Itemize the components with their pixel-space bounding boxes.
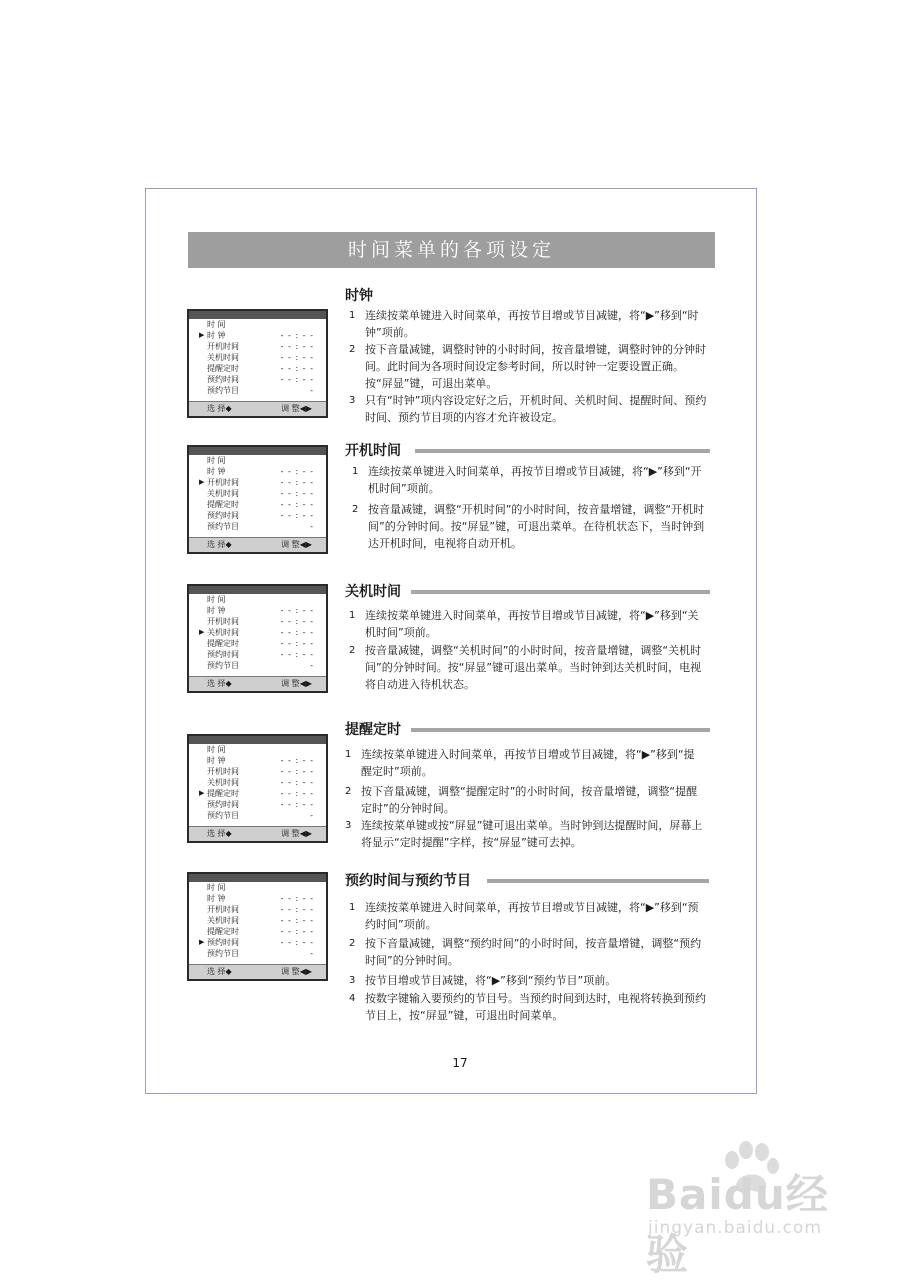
section-title-reminder: 提醒定时 bbox=[345, 722, 401, 738]
menu-row: 开机时间 - - : - - bbox=[207, 617, 314, 626]
page-title: 时间菜单的各项设定 bbox=[188, 232, 715, 268]
menu-footer: 选 择◆ 调 整◀▶ bbox=[207, 967, 312, 976]
menu-row: 时 钟 - - : - - bbox=[207, 467, 314, 476]
menu-footer: 选 择◆ 调 整◀▶ bbox=[207, 540, 312, 549]
leftright-icon: ◀▶ bbox=[299, 540, 312, 549]
menu-illustration-scheduled bbox=[187, 872, 328, 981]
menu-row: 提醒定时 - - : - - bbox=[207, 500, 314, 509]
menu-row: 提醒定时 - - : - - bbox=[207, 639, 314, 648]
section-divider bbox=[411, 728, 710, 732]
menu-top-bar bbox=[189, 311, 326, 319]
menu-row: 预约时间 - - : - - bbox=[207, 375, 314, 384]
updown-icon: ◆ bbox=[225, 404, 232, 413]
menu-footer: 选 择◆ 调 整◀▶ bbox=[207, 679, 312, 688]
menu-row: 预约时间 - - : - - bbox=[207, 511, 314, 520]
menu-row: 关机时间 - - : - - bbox=[207, 916, 314, 925]
menu-illustration-clock bbox=[187, 309, 328, 418]
updown-icon: ◆ bbox=[225, 540, 232, 549]
menu-row: 提醒定时 - - : - - bbox=[207, 927, 314, 936]
section-divider bbox=[415, 449, 710, 453]
section-title-scheduled: 预约时间与预约节目 bbox=[345, 873, 471, 889]
menu-row: 提醒定时 - - : - - bbox=[207, 364, 314, 373]
menu-row: ▶ 预约时间 - - : - - bbox=[199, 938, 314, 947]
watermark-url: jingyan.baidu.com bbox=[648, 1218, 822, 1238]
updown-icon: ◆ bbox=[225, 967, 232, 976]
menu-row: ▶ 开机时间 - - : - - bbox=[199, 478, 314, 487]
section-title-clock: 时钟 bbox=[345, 288, 373, 304]
menu-row: 预约节目 - bbox=[207, 522, 314, 531]
leftright-icon: ◀▶ bbox=[299, 679, 312, 688]
selection-arrow-icon: ▶ bbox=[199, 789, 205, 797]
menu-footer: 选 择◆ 调 整◀▶ bbox=[207, 404, 312, 413]
section-divider bbox=[487, 879, 709, 883]
section-title-power-on: 开机时间 bbox=[345, 443, 401, 459]
menu-top-bar bbox=[189, 736, 326, 744]
menu-row: ▶ 时 钟 - - : - - bbox=[199, 331, 314, 340]
watermark-brand: Baidu经验 bbox=[646, 1170, 829, 1279]
section-divider bbox=[411, 590, 710, 594]
selection-arrow-icon: ▶ bbox=[199, 938, 205, 946]
menu-header-row: 时 间 bbox=[207, 883, 226, 892]
menu-row: 预约时间 - - : - - bbox=[207, 800, 314, 809]
menu-row: 关机时间 - - : - - bbox=[207, 489, 314, 498]
menu-row: 预约节目 - bbox=[207, 949, 314, 958]
menu-footer: 选 择◆ 调 整◀▶ bbox=[207, 829, 312, 838]
selection-arrow-icon: ▶ bbox=[199, 628, 205, 636]
updown-icon: ◆ bbox=[225, 679, 232, 688]
menu-row: 预约时间 - - : - - bbox=[207, 650, 314, 659]
section-title-power-off: 关机时间 bbox=[345, 584, 401, 600]
menu-row: ▶ 关机时间 - - : - - bbox=[199, 628, 314, 637]
menu-header-row: 时 间 bbox=[207, 595, 226, 604]
menu-row: 预约节目 - bbox=[207, 386, 314, 395]
baidu-watermark bbox=[640, 1140, 870, 1279]
menu-illustration-power-on bbox=[187, 445, 328, 554]
menu-header-row: 时 间 bbox=[207, 456, 226, 465]
selection-arrow-icon: ▶ bbox=[199, 478, 205, 486]
page-number: 17 bbox=[452, 1056, 468, 1070]
menu-row: 时 钟 - - : - - bbox=[207, 606, 314, 615]
menu-illustration-reminder bbox=[187, 734, 328, 843]
menu-header-row: 时 间 bbox=[207, 320, 226, 329]
menu-row: ▶ 提醒定时 - - : - - bbox=[199, 789, 314, 798]
leftright-icon: ◀▶ bbox=[299, 404, 312, 413]
menu-row: 开机时间 - - : - - bbox=[207, 767, 314, 776]
menu-row: 时 钟 - - : - - bbox=[207, 894, 314, 903]
menu-top-bar bbox=[189, 874, 326, 882]
menu-row: 关机时间 - - : - - bbox=[207, 353, 314, 362]
selection-arrow-icon: ▶ bbox=[199, 331, 205, 339]
leftright-icon: ◀▶ bbox=[299, 967, 312, 976]
menu-illustration-power-off bbox=[187, 584, 328, 693]
menu-header-row: 时 间 bbox=[207, 745, 226, 754]
menu-top-bar bbox=[189, 586, 326, 594]
menu-row: 开机时间 - - : - - bbox=[207, 342, 314, 351]
leftright-icon: ◀▶ bbox=[299, 829, 312, 838]
menu-row: 时 钟 - - : - - bbox=[207, 756, 314, 765]
menu-row: 关机时间 - - : - - bbox=[207, 778, 314, 787]
menu-row: 预约节目 - bbox=[207, 661, 314, 670]
updown-icon: ◆ bbox=[225, 829, 232, 838]
menu-top-bar bbox=[189, 447, 326, 455]
menu-row: 预约节目 - bbox=[207, 811, 314, 820]
menu-row: 开机时间 - - : - - bbox=[207, 905, 314, 914]
